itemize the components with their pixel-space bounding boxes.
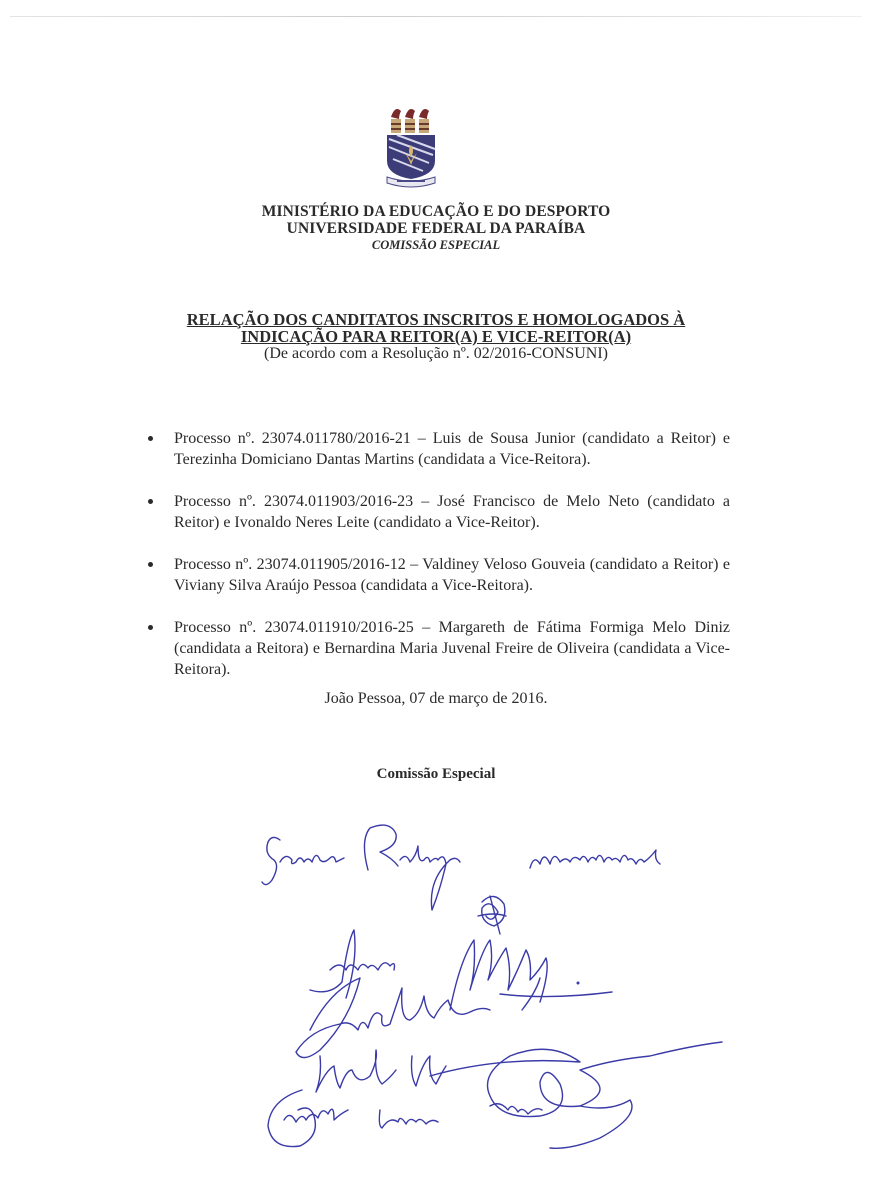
ministry-name: MINISTÉRIO DA EDUCAÇÃO E DO DESPORTO	[261, 203, 611, 220]
ink-dot	[577, 982, 580, 985]
bullet-icon	[148, 625, 153, 630]
signature-4	[296, 978, 490, 1058]
candidate-item-text: Processo nº. 23074.011910/2016-25 – Margareth de Fátima Formiga Melo Diniz (candidata a Reitora) e Bernardina Maria Juvenal Freire de Oliveira (candidata a Vice-Reitora).	[174, 619, 730, 678]
document-header	[0, 203, 872, 254]
signature-heading: Comissão Especial	[376, 766, 496, 782]
bullet-icon	[148, 562, 153, 567]
document-title	[0, 311, 872, 363]
signature-5	[316, 1042, 722, 1148]
bullet-icon	[148, 436, 153, 441]
title-line-1: RELAÇÃO DOS CANDITATOS INSCRITOS E HOMOLOGADOS À	[186, 310, 686, 329]
scan-edge-line	[10, 16, 862, 17]
signature-1	[262, 825, 660, 910]
candidate-item-text: Processo nº. 23074.011903/2016-23 – José Francisco de Melo Neto (candidato a Reitor) e Ivonaldo Neres Leite (candidato a Vice-Reitor).	[174, 493, 730, 531]
signature-3	[310, 930, 612, 1010]
committee-name: COMISSÃO ESPECIAL	[371, 238, 501, 252]
candidate-item	[148, 617, 730, 680]
shield-icon	[387, 135, 435, 179]
handwritten-signatures	[250, 820, 750, 1160]
university-coat-of-arms-icon	[383, 103, 439, 189]
university-name: UNIVERSIDADE FEDERAL DA PARAÍBA	[286, 220, 586, 237]
document-date: João Pessoa, 07 de março de 2016.	[324, 690, 548, 707]
candidate-item	[148, 491, 730, 533]
resolution-reference: (De acordo com a Resolução nº. 02/2016-CONSUNI)	[264, 345, 608, 362]
torches-icon	[391, 109, 429, 133]
bullet-icon	[148, 499, 153, 504]
signature-6	[268, 1090, 542, 1147]
candidate-item-text: Processo nº. 23074.011905/2016-12 – Valdiney Veloso Gouveia (candidato a Reitor) e Viviany Silva Araújo Pessoa (candidata a Vice-Reitora).	[174, 556, 730, 594]
title-line-2: INDICAÇÃO PARA REITOR(A) E VICE-REITOR(A)	[240, 327, 632, 346]
candidate-list	[148, 428, 730, 701]
candidate-item	[148, 554, 730, 596]
signature-2	[478, 896, 506, 934]
candidate-item-text: Processo nº. 23074.011780/2016-21 – Luis de Sousa Junior (candidato a Reitor) e Terezinha Domiciano Dantas Martins (candidata a Vice-Reitora).	[174, 430, 730, 468]
candidate-item	[148, 428, 730, 470]
